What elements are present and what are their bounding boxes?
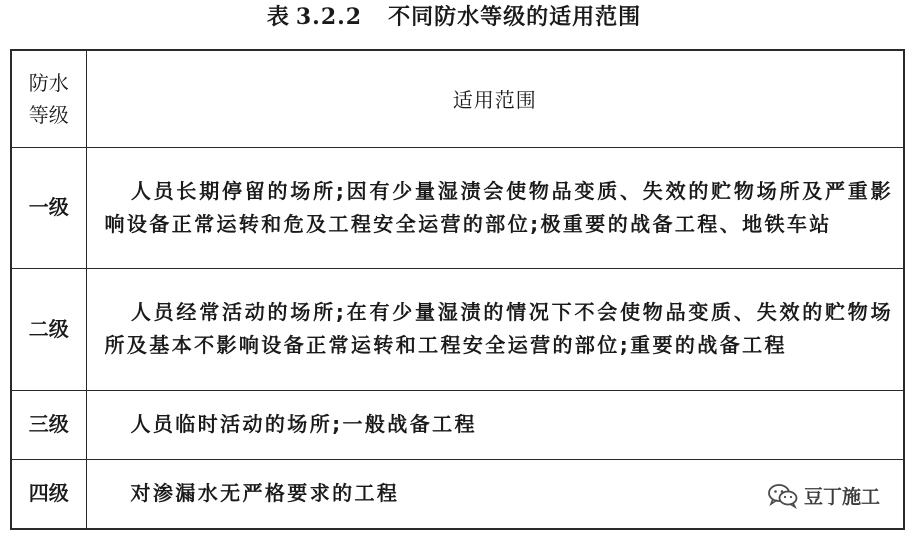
wechat-icon bbox=[768, 483, 798, 509]
table-row bbox=[11, 268, 904, 390]
table-title bbox=[0, 2, 908, 33]
table-header-row bbox=[11, 50, 904, 147]
scope-text: 对渗漏水无严格要求的工程 bbox=[130, 481, 400, 506]
waterproof-grade-table bbox=[10, 49, 905, 530]
table-title-prefix: 表 bbox=[266, 5, 290, 30]
table-row bbox=[11, 147, 904, 268]
watermark-text: 豆丁施工 bbox=[803, 486, 880, 508]
table-title-text: 不同防水等级的适用范围 bbox=[388, 5, 642, 30]
table-row bbox=[11, 390, 904, 459]
grade-cell: 二级 bbox=[11, 268, 86, 390]
grade-cell: 一级 bbox=[11, 147, 86, 268]
scope-cell bbox=[86, 390, 904, 459]
header-scope-cell: 适用范围 bbox=[86, 50, 904, 147]
scope-cell bbox=[86, 268, 904, 390]
grade-cell: 三级 bbox=[11, 390, 86, 459]
scope-text: 人员长期停留的场所;因有少量湿渍会使物品变质、失效的贮物场所及严重影响设备正常运转和危及工程安全运营的部位;极重要的战备工程、地铁车站 bbox=[104, 178, 893, 236]
header-grade-line2: 等级 bbox=[28, 102, 69, 127]
header-grade-line1: 防水 bbox=[28, 70, 69, 95]
scope-cell bbox=[86, 147, 904, 268]
header-grade-cell bbox=[11, 50, 86, 147]
scope-text: 人员经常活动的场所;在有少量湿渍的情况下不会使物品变质、失效的贮物场所及基本不影响设备正常运转和工程安全运营的部位;重要的战备工程 bbox=[104, 300, 893, 357]
watermark bbox=[768, 482, 880, 509]
table-number: 3.2.2 bbox=[295, 4, 363, 30]
grade-cell: 四级 bbox=[11, 459, 86, 529]
scope-text: 人员临时活动的场所;一般战备工程 bbox=[130, 412, 477, 436]
